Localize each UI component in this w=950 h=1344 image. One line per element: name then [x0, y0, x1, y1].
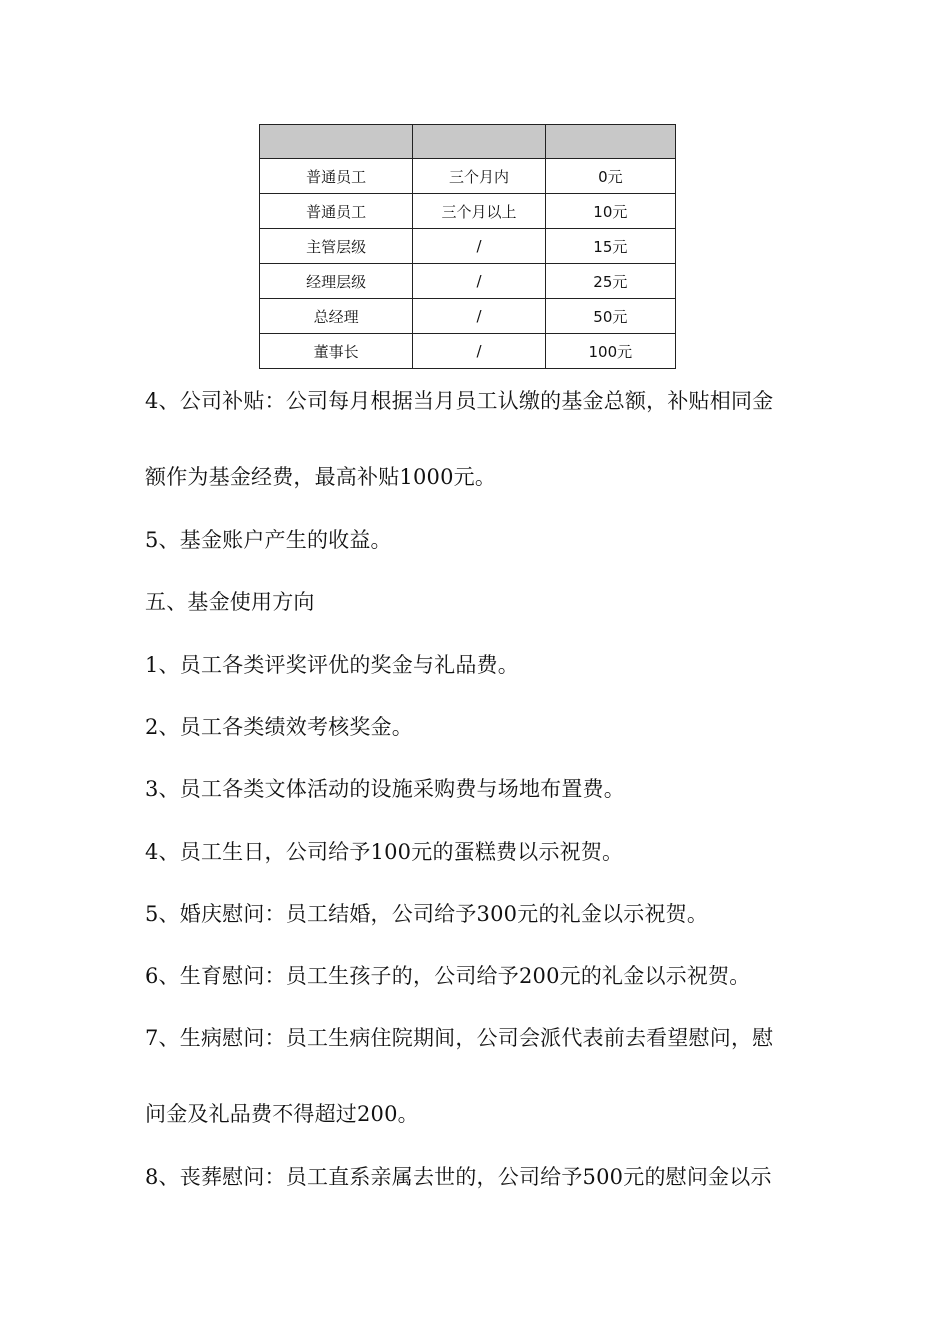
paragraph-usage-4: 4、员工生日，公司给予100元的蛋糕费以示祝贺。: [145, 840, 624, 864]
paragraph-usage-3: 3、员工各类文体活动的设施采购费与场地布置费。: [145, 777, 625, 801]
table-cell-position: 主管层级: [260, 229, 413, 264]
paragraph-usage-7: 7、生病慰问：员工生病住院期间，公司会派代表前去看望慰问，慰: [145, 1026, 774, 1050]
table-cell-amount: 50元: [545, 299, 675, 334]
table-cell-amount: 100元: [545, 334, 675, 369]
paragraph-usage-1: 1、员工各类评奖评优的奖金与礼品费。: [145, 653, 519, 677]
table-row: [260, 334, 676, 369]
table-header-cell: [545, 125, 675, 159]
table-cell-tenure: /: [413, 264, 545, 299]
table-cell-tenure: 三个月内: [413, 159, 545, 194]
table-cell-position: 普通员工: [260, 194, 413, 229]
table-row: [260, 264, 676, 299]
table-cell-position: 总经理: [260, 299, 413, 334]
table-cell-amount: 10元: [545, 194, 675, 229]
table-row: [260, 299, 676, 334]
table-row: [260, 159, 676, 194]
paragraph-account-income: 5、基金账户产生的收益。: [145, 528, 392, 552]
table-cell-tenure: /: [413, 299, 545, 334]
paragraph-usage-7-cont: 问金及礼品费不得超过200。: [145, 1102, 419, 1126]
paragraph-usage-6: 6、生育慰问：员工生孩子的，公司给予200元的礼金以示祝贺。: [145, 964, 751, 988]
table-row: [260, 194, 676, 229]
table-header-cell: [413, 125, 545, 159]
table-header-row: [260, 125, 676, 159]
table-cell-amount: 15元: [545, 229, 675, 264]
table-cell-tenure: /: [413, 334, 545, 369]
table-cell-amount: 0元: [545, 159, 675, 194]
paragraph-usage-8: 8、丧葬慰问：员工直系亲属去世的，公司给予500元的慰问金以示: [145, 1165, 772, 1189]
fee-table: [259, 124, 676, 369]
paragraph-usage-2: 2、员工各类绩效考核奖金。: [145, 715, 413, 739]
table-header-cell: [260, 125, 413, 159]
paragraph-subsidy: 4、公司补贴：公司每月根据当月员工认缴的基金总额，补贴相同金: [145, 389, 774, 413]
table-cell-tenure: 三个月以上: [413, 194, 545, 229]
paragraph-usage-5: 5、婚庆慰问：员工结婚，公司给予300元的礼金以示祝贺。: [145, 902, 709, 926]
section-heading-fund-usage: 五、基金使用方向: [145, 590, 315, 614]
table-cell-position: 董事长: [260, 334, 413, 369]
table-cell-position: 经理层级: [260, 264, 413, 299]
paragraph-subsidy-cont: 额作为基金经费，最高补贴1000元。: [145, 465, 497, 489]
table-cell-amount: 25元: [545, 264, 675, 299]
table-row: [260, 229, 676, 264]
table-cell-tenure: /: [413, 229, 545, 264]
table-cell-position: 普通员工: [260, 159, 413, 194]
